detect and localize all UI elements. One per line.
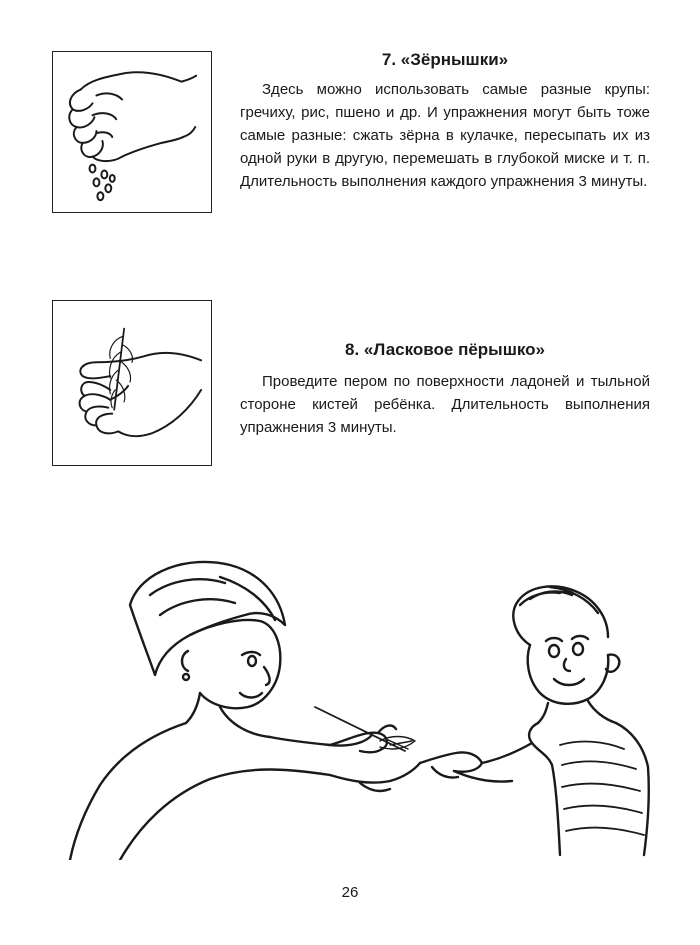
fist-grains-icon xyxy=(53,52,211,212)
page-number: 26 xyxy=(341,884,359,901)
section-8-title: 8. «Ласковое пёрышко» xyxy=(345,340,545,359)
woman-face xyxy=(190,620,280,708)
section-8-body: Проведите пером по поверхности ладоней и тыльной стороне кистей ребёнка. Длительность выполнения упражнения 3 минуты. xyxy=(240,373,650,436)
feather-illustration-frame xyxy=(52,300,212,466)
grains-illustration-frame xyxy=(52,51,212,213)
feather-palm-icon xyxy=(53,301,211,465)
child-hands xyxy=(420,752,482,771)
child-head xyxy=(513,586,608,645)
woman-child-feather-illustration xyxy=(60,555,660,860)
section-7-title: 7. «Зёрнышки» xyxy=(381,50,509,69)
section-7-body: Здесь можно использовать самые разные крупы: гречиху, рис, пшено и др. И упражнения могут быть тоже самые разные: сжать зёрна в кулачке, пересыпать их из одной руки в другую, перемешать в глубокой миске и т. п. Длительность выполнения каждого упражнения 3 минуты. xyxy=(240,81,650,190)
